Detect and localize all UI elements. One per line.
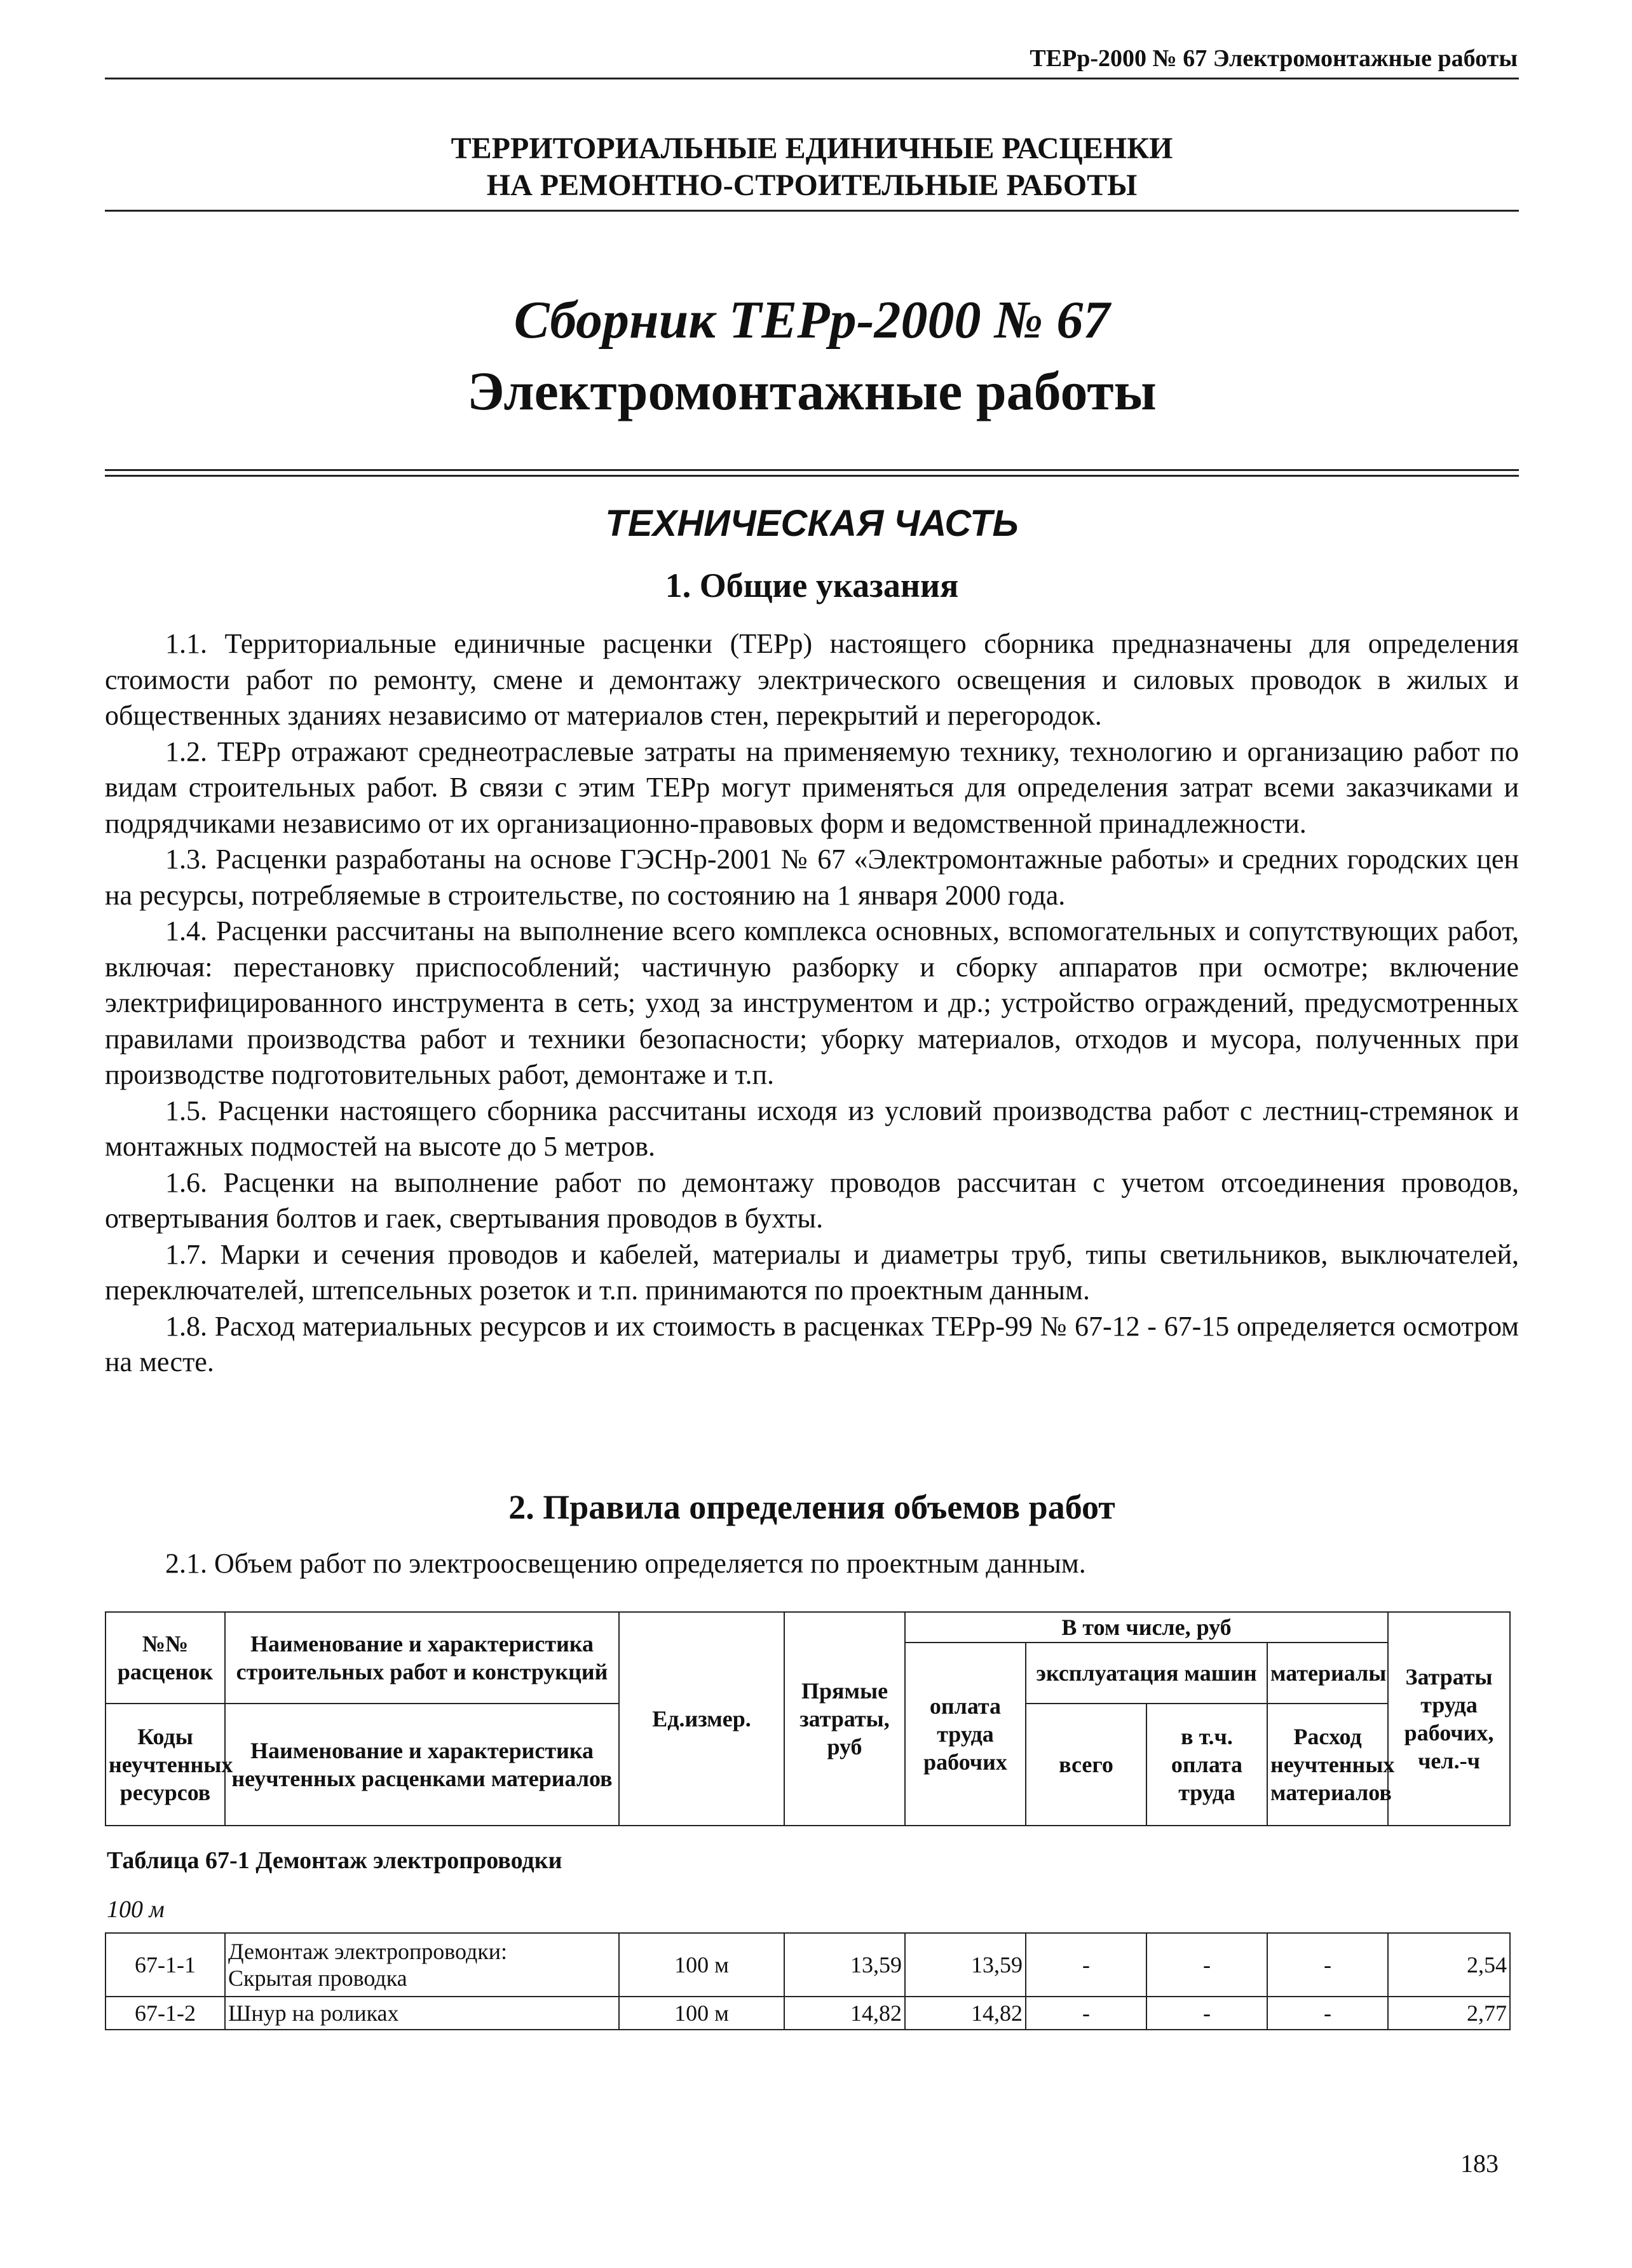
paragraph-1-1: 1.1. Территориальные единичные расценки (ТЕРр) настоящего сборника предназначены для определения стоимости работ по ремонту, смене и демонтажу электрического освещения и силовых проводок в жилых и общественных зданиях независимо от материалов стен, перекрытий и перегородок.: [105, 628, 1519, 731]
paragraph-1-3: 1.3. Расценки разработаны на основе ГЭСНр-2001 № 67 «Электромонтажные работы» и средних городских цен на ресурсы, потребляемые в строительстве, по состоянию на 1 января 2000 года.: [105, 844, 1519, 911]
header-materials-sub: Расход неучтенных материалов: [1267, 1704, 1388, 1826]
row-machine-total: -: [1026, 1997, 1146, 2030]
header-name: Наименование и характеристика строительных работ и конструкций: [225, 1612, 619, 1704]
row-wage: 13,59: [905, 1933, 1026, 1997]
document-title-line2: НА РЕМОНТНО-СТРОИТЕЛЬНЫЕ РАБОТЫ: [486, 168, 1138, 202]
section2-heading: 2. Правила определения объемов работ: [508, 1488, 1115, 1526]
paragraph-1-6: 1.6. Расценки на выполнение работ по демонтажу проводов рассчитан с учетом отсоединения проводов, отвертывания болтов и гаек, свертывания проводов в бухты.: [105, 1166, 1519, 1234]
row-machine-wage: -: [1146, 1997, 1267, 2030]
header-wage: оплата труда рабочих: [905, 1643, 1026, 1826]
row-name: Шнур на роликах: [225, 1997, 619, 2030]
section1-heading: 1. Общие указания: [665, 566, 959, 605]
paragraph-1-2: 1.2. ТЕРр отражают среднеотраслевые затраты на применяемую технику, технологию и организацию работ по видам строительных работ. В связи с этим ТЕРр могут применяться для определения затрат всеми заказчиками и подрядчиками независимо от их организационно-правовых форм и ведомственной принадлежности.: [105, 735, 1519, 839]
header-name2: Наименование и характеристика неучтенных расценками материалов: [225, 1704, 619, 1826]
header-unit: Ед.измер.: [619, 1612, 784, 1826]
row-direct: 14,82: [784, 1997, 905, 2030]
table-caption: Таблица 67-1 Демонтаж электропроводки: [107, 1847, 562, 1874]
row-name: [225, 1933, 619, 1997]
paragraph-1-5: 1.5. Расценки настоящего сборника рассчитаны исходя из условий производства работ с лестниц-стремянок и монтажных подмостей на высоте до 5 метров.: [105, 1095, 1519, 1162]
header-materials: материалы: [1267, 1643, 1388, 1704]
row-name-line1: Демонтаж электропроводки:: [228, 1939, 508, 1964]
row-direct: 13,59: [784, 1933, 905, 1997]
section1-body: [105, 626, 1519, 1381]
row-name-line2: Скрытая проводка: [228, 1965, 407, 1991]
table-row: [105, 1933, 1510, 1997]
row-machine-total: -: [1026, 1933, 1146, 1997]
row-labor: 2,54: [1388, 1933, 1510, 1997]
header-machine-wage: в т.ч. оплата труда: [1146, 1704, 1267, 1826]
table-header: [105, 1611, 1511, 1826]
row-wage: 14,82: [905, 1997, 1026, 2030]
row-unit: 100 м: [619, 1997, 784, 2030]
header-including: В том числе, руб: [905, 1612, 1388, 1643]
header-machines: эксплуатация машин: [1026, 1643, 1267, 1704]
double-rule: [105, 469, 1519, 477]
paragraph-1-4: 1.4. Расценки рассчитаны на выполнение всего комплекса основных, вспомогательных и сопутствующих работ, включая: перестановку приспособлений; частичную разборку и сборку аппаратов при осмотре; включение электрифицированного инструмента в сеть; уход за инструментом и др.; устройство ограждений, предусмотренных правилами производства работ и техники безопасности; уборку материалов, отходов и мусора, полученных при производстве подготовительных работ, демонтаже и т.п.: [105, 915, 1519, 1090]
title-rule: [105, 210, 1519, 212]
row-materials: -: [1267, 1933, 1388, 1997]
header-code2: Коды неучтенных ресурсов: [105, 1704, 225, 1826]
document-title-line1: ТЕРРИТОРИАЛЬНЫЕ ЕДИНИЧНЫЕ РАСЦЕНКИ: [451, 132, 1173, 165]
unit-line: 100 м: [107, 1896, 165, 1923]
running-head: ТЕРр-2000 № 67 Электромонтажные работы: [1030, 45, 1518, 72]
row-materials: -: [1267, 1997, 1388, 2030]
row-unit: 100 м: [619, 1933, 784, 1997]
header-code: №№ расценок: [105, 1612, 225, 1704]
row-machine-wage: -: [1146, 1933, 1267, 1997]
header-rule: [105, 78, 1519, 79]
paragraph-1-7: 1.7. Марки и сечения проводов и кабелей, материалы и диаметры труб, типы светильников, выключателей, переключателей, штепсельных розеток и т.п. принимаются по проектным данным.: [105, 1238, 1519, 1306]
data-table: [105, 1932, 1511, 2030]
header-direct: Прямые затраты, руб: [784, 1612, 905, 1826]
row-code: 67-1-2: [105, 1997, 225, 2030]
table-row: [105, 1997, 1510, 2030]
tech-part-heading: ТЕХНИЧЕСКАЯ ЧАСТЬ: [605, 503, 1019, 544]
header-labor: Затраты труда рабочих, чел.-ч: [1388, 1612, 1510, 1826]
row-code: 67-1-1: [105, 1933, 225, 1997]
collection-title: Сборник ТЕРр-2000 № 67: [513, 290, 1110, 350]
document-title: [105, 130, 1519, 204]
paragraph-2-1: 2.1. Объем работ по электроосвещению определяется по проектным данным.: [165, 1548, 1086, 1579]
header-machine-total: всего: [1026, 1704, 1146, 1826]
row-labor: 2,77: [1388, 1997, 1510, 2030]
collection-subtitle: Электромонтажные работы: [467, 360, 1157, 421]
page-number: 183: [1460, 2149, 1499, 2178]
paragraph-1-8: 1.8. Расход материальных ресурсов и их стоимость в расценках ТЕРр-99 № 67-12 - 67-15 определяется осмотром на месте.: [105, 1310, 1519, 1377]
